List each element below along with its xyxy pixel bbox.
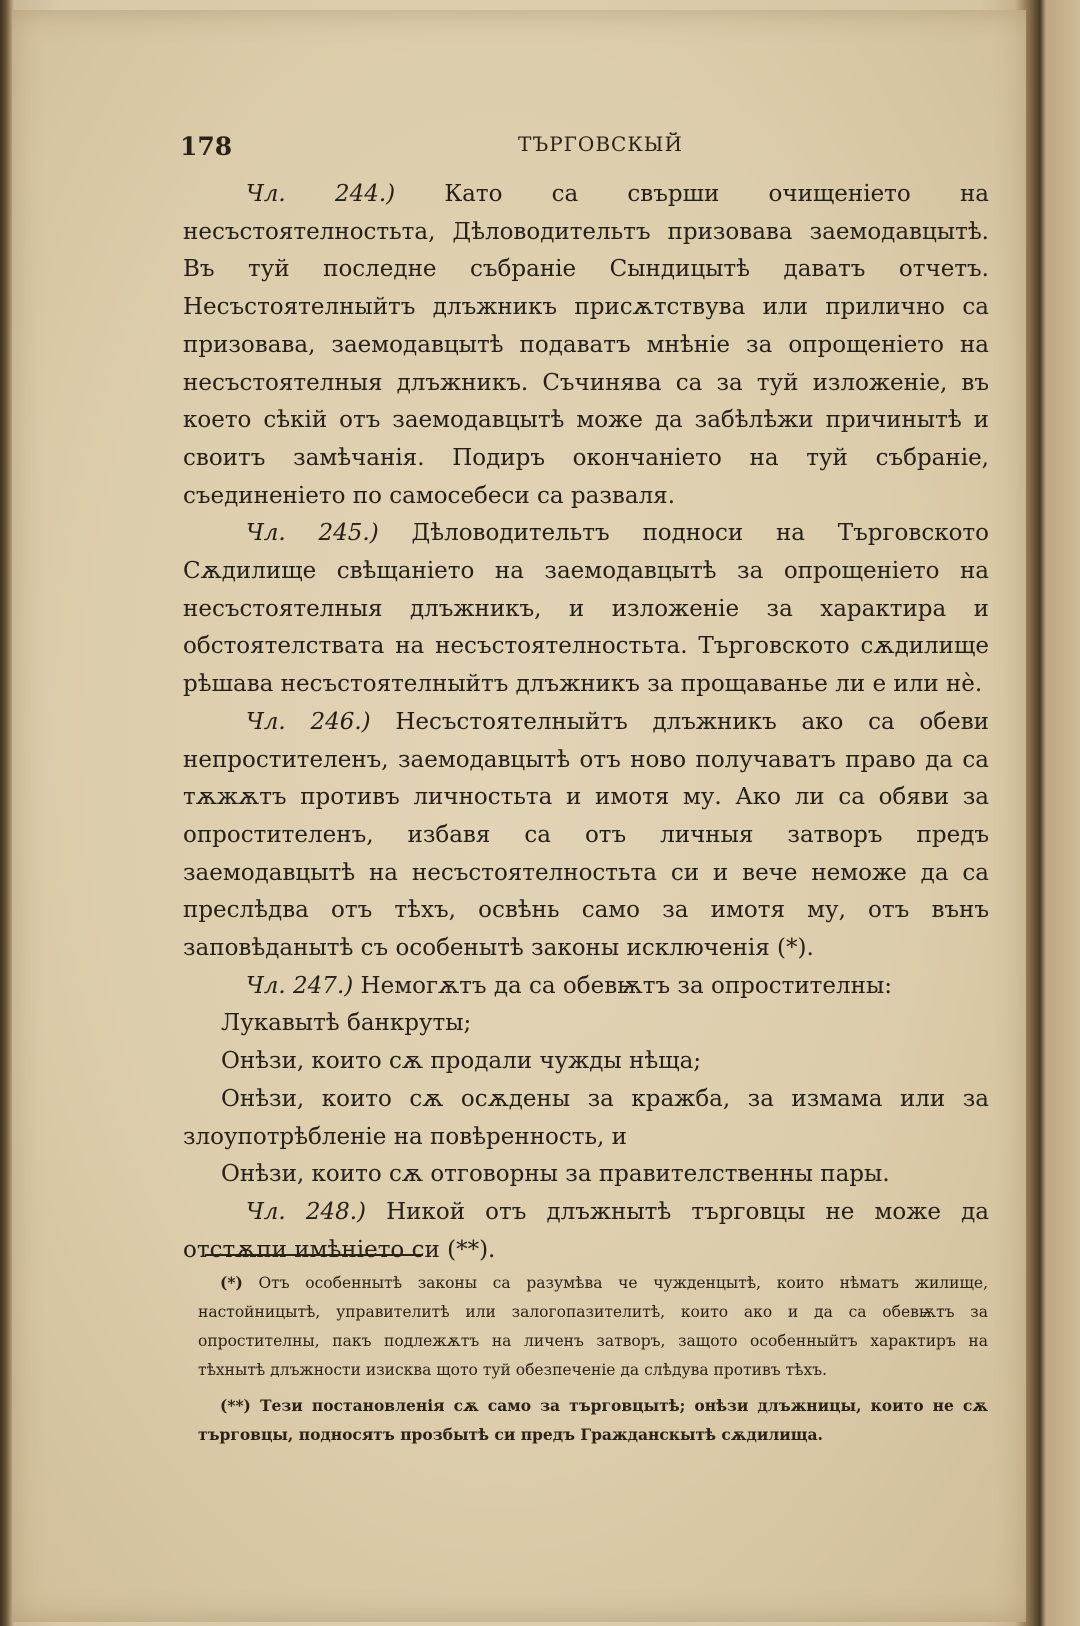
page-number: 178 (180, 132, 233, 161)
running-title: ТЪРГОВСКЫЙ (518, 132, 683, 156)
page-header (180, 132, 980, 172)
body-text (183, 176, 989, 1269)
article-text: Дѣловодительтъ подноси на Търговското Сѫдилище свѣщаніето на заемодавцытѣ за опрощеніето на несъстоятелныя длъжникъ, и изложеніе за характира и обстоятелствата на несъстоятелностьта. Търговското сѫдилище рѣшава несъстоятелныйтъ длъжникъ за прощаванье ли е или нѐ. (183, 520, 990, 698)
article-text: Като са свърши очищеніето на несъстоятелностьта, Дѣловодительтъ призовава заемодавцытѣ. Въ туй последне събраніе Сындицытѣ даватъ отчетъ. Несъстоятелныйтъ длъжникъ присѫтствува или прилично са призовава, заемодавцытѣ подаватъ мнѣніе за опрощеніето на несъстоятелныя длъжникъ. Съчинява са за туй изложеніе, въ което сѣкій отъ заемодавцытѣ може да забѣлѣжи причинытѣ и своитъ замѣчанія. Подиръ окончаніето на туй събраніе, съединеніето по самосебеси са разваля. (183, 181, 989, 509)
footnote-1 (198, 1268, 988, 1385)
article-label: Чл. 248.) (246, 1198, 367, 1225)
list-item: Онѣзи, които сѫ отговорны за правителственны пары. (221, 1161, 890, 1188)
article-text: Несъстоятелныйтъ длъжникъ ако са обеви непростителенъ, заемодавцытѣ отъ ново получаватъ право да са тѫжѫтъ противъ личностьта и имотя му. Ако ли са обяви за опростителенъ, избавя са отъ личныя затворъ предъ заемодавцытѣ на несъстоятелностьта си и вече неможе да са преслѣдва отъ тѣхъ, освѣнь само за имотя му, отъ вънъ заповѣданытѣ съ особенытѣ законы исключенія (*). (183, 708, 989, 962)
footnote-text: Отъ особеннытѣ законы са разумѣва че чужденцытѣ, които нѣматъ жилище, настойницытѣ, управителитѣ или залогопазителитѣ, които ако и да са обевѭтъ за опростителны, пакъ подлежѫтъ на личенъ затворъ, защото особенныйтъ характиръ на тѣхнытѣ длъжности изисква щото туй обезпеченіе да слѣдува противъ тѣхъ. (198, 1274, 988, 1379)
article-text: Немогѫтъ да са обевѭтъ за опростителны: (360, 972, 893, 999)
footnote-divider (205, 1254, 423, 1256)
article-247 (183, 968, 989, 1006)
article-246 (183, 704, 989, 968)
article-text: Никой отъ длъжнытѣ търговцы не може да отстѫпи имѣніето си (**). (183, 1198, 989, 1263)
footnote-text: Тези постановленія сѫ само за търговцытѣ; онѣзи длъжницы, които не сѫ търговцы, подносятъ прозбытѣ си предъ Гражданскытѣ сѫдилища. (198, 1396, 988, 1444)
footnote-mark: (**) (220, 1396, 251, 1415)
article-label: Чл. 244.) (246, 181, 396, 207)
article-244 (183, 176, 989, 515)
article-label: Чл. 245.) (246, 520, 379, 547)
list-item: Онѣзи, които сѫ продали чужды нѣща; (221, 1048, 702, 1075)
article-label: Чл. 246.) (246, 708, 371, 735)
footnote-2 (198, 1391, 988, 1449)
footnote-mark: (*) (220, 1273, 243, 1292)
article-248 (183, 1194, 989, 1269)
footnotes (198, 1268, 988, 1455)
article-245 (183, 515, 989, 704)
article-label: Чл. 247.) (246, 972, 354, 999)
list-item: Лукавытѣ банкруты; (221, 1010, 472, 1037)
list-item: Онѣзи, които сѫ осѫдены за кражба, за измама или за злоупотрѣбленіе на повѣренность, и (183, 1085, 989, 1150)
